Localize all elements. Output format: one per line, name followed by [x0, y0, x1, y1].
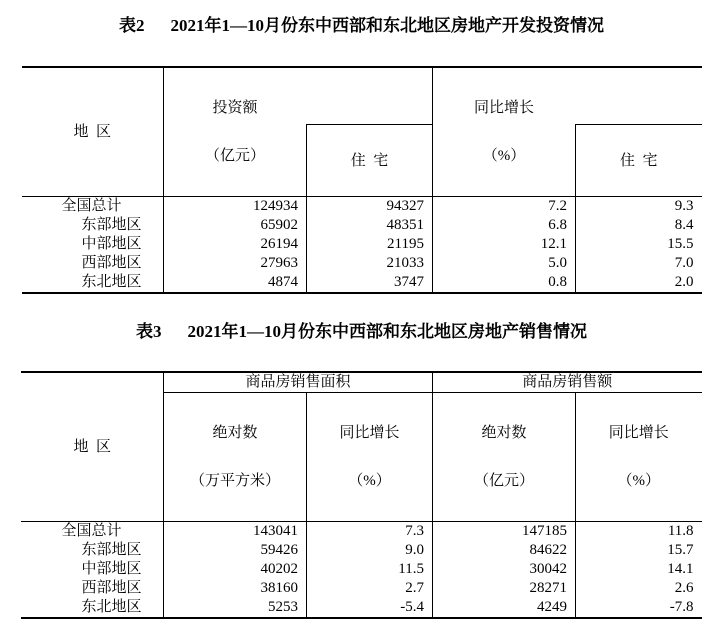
table3-header [21, 372, 701, 521]
value-cell: 2.0 [674, 274, 694, 290]
region-cell: 东北地区 [21, 598, 163, 618]
value-cell: 147185 [433, 521, 576, 541]
table3-caption [0, 320, 723, 344]
table3-caption-title: 2021年1—10月份东中西部和东北地区房地产销售情况 [187, 322, 587, 341]
value-cell: -5.4 [306, 598, 432, 618]
t2-header-residential-investment: 住 宅 [307, 125, 433, 197]
t3-header-area-growth-line1: 同比增长 [339, 424, 400, 441]
value-cell: 48351 [307, 216, 433, 235]
table-row [22, 273, 702, 293]
value-cell: 94327 [307, 197, 433, 217]
t3-header-area-absolute-line2: （万平方米） [189, 472, 280, 489]
table-row [22, 254, 702, 273]
table2-investment [22, 66, 702, 294]
t2-header-investment-line1: 投资额 [212, 100, 258, 116]
value-cell: 59426 [163, 541, 306, 560]
table2-caption-title: 2021年1—10月份东中西部和东北地区房地产开发投资情况 [170, 16, 604, 35]
value-cell: 7.2 [433, 197, 576, 217]
table3-body [21, 521, 701, 618]
value-cell: 26194 [164, 235, 307, 254]
value-cell: 4874 [164, 273, 307, 293]
value-cell: 40202 [163, 560, 306, 579]
value-cell: 2.7 [306, 579, 432, 598]
value-cell: 11.8 [667, 522, 694, 539]
t2-header-spacer-right [576, 67, 702, 125]
table-row [21, 579, 701, 598]
table-row [21, 521, 701, 541]
t2-header-region: 地 区 [22, 67, 164, 197]
table2-caption-label: 表2 [119, 16, 145, 35]
table-row [22, 235, 702, 254]
table-row [21, 560, 701, 579]
t3-header-area-growth-line2: （%） [348, 472, 391, 489]
t2-header-spacer-left [307, 67, 433, 125]
value-cell: 5253 [163, 598, 306, 618]
t3-header-amount-absolute-line2: （亿元） [473, 472, 534, 489]
t3-header-area-absolute-line1: 绝对数 [212, 424, 258, 441]
value-cell: 28271 [433, 579, 576, 598]
t3-header-area-growth [306, 392, 432, 521]
value-cell: 3747 [307, 273, 433, 293]
t3-header-amount-growth [576, 392, 702, 521]
value-cell: -7.8 [669, 598, 694, 615]
value-cell: 21033 [307, 254, 433, 273]
value-cell: 2.6 [674, 579, 694, 596]
table3-sales [21, 371, 701, 619]
region-cell: 中部地区 [22, 235, 164, 254]
value-cell: 5.0 [433, 254, 576, 273]
table-row [21, 598, 701, 618]
t3-header-amount-growth-line1: 同比增长 [608, 424, 669, 441]
value-cell: 7.0 [674, 255, 694, 271]
table2-body [22, 197, 702, 294]
t3-header-amount-growth-line2: （%） [617, 472, 660, 489]
t2-header-residential-growth: 住 宅 [576, 125, 702, 197]
value-cell: 38160 [163, 579, 306, 598]
value-cell: 6.8 [433, 216, 576, 235]
value-cell: 9.3 [674, 198, 694, 214]
value-cell: 21195 [307, 235, 433, 254]
t3-header-amount-absolute-line1: 绝对数 [481, 424, 527, 441]
value-cell: 84622 [433, 541, 576, 560]
region-cell: 全国总计 [22, 197, 164, 217]
value-cell: 124934 [164, 197, 307, 217]
value-cell: 7.3 [306, 521, 432, 541]
region-cell: 全国总计 [21, 521, 163, 541]
region-cell: 中部地区 [21, 560, 163, 579]
value-cell: 12.1 [433, 235, 576, 254]
value-cell: 8.4 [674, 217, 694, 233]
t2-header-growth-line1: 同比增长 [473, 100, 534, 116]
value-cell: 14.1 [667, 560, 694, 577]
table-row [22, 216, 702, 235]
value-cell: 143041 [163, 521, 306, 541]
t2-header-investment [164, 67, 307, 197]
value-cell: 0.8 [433, 273, 576, 293]
region-cell: 东北地区 [22, 273, 164, 293]
region-cell: 西部地区 [22, 254, 164, 273]
table-row [21, 541, 701, 560]
region-cell: 东部地区 [22, 216, 164, 235]
value-cell: 15.5 [667, 236, 694, 252]
value-cell: 4249 [433, 598, 576, 618]
region-cell: 东部地区 [21, 541, 163, 560]
t2-header-investment-line2: （亿元） [204, 148, 265, 164]
t3-header-region: 地 区 [21, 372, 163, 521]
t3-header-area-absolute [163, 392, 306, 521]
table2-header [22, 67, 702, 197]
t3-header-sales-area-group: 商品房销售面积 [163, 372, 432, 392]
value-cell: 15.7 [667, 541, 694, 558]
t2-header-growth-line2: （%） [482, 148, 526, 164]
value-cell: 11.5 [306, 560, 432, 579]
t3-header-amount-absolute [433, 392, 576, 521]
t2-header-growth [433, 67, 576, 197]
value-cell: 30042 [433, 560, 576, 579]
document-page [0, 14, 723, 619]
table2-caption [0, 14, 723, 38]
t3-header-sales-amount-group: 商品房销售额 [433, 372, 702, 392]
table-row [22, 197, 702, 217]
region-cell: 西部地区 [21, 579, 163, 598]
table3-caption-label: 表3 [136, 322, 162, 341]
value-cell: 27963 [164, 254, 307, 273]
value-cell: 9.0 [306, 541, 432, 560]
value-cell: 65902 [164, 216, 307, 235]
